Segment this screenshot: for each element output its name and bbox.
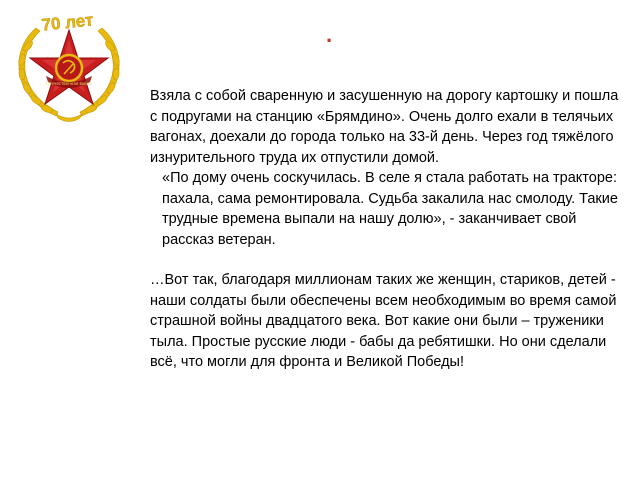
paragraph-3: …Вот так, благодаря миллионам таких же женщин, стариков, детей - наши солдаты были обеспечены всем необходимым во время самой страшной войны двадцатого века. Вот какие они были – труженики тыла. Простые русские люди - бабы да ребятишки. Но они сделали всё, что могли для фронта и Великой Победы! [150, 272, 617, 370]
paragraph-1: Взяла с собой сваренную и засушенную на дорогу картошку и пошла с подругами на станцию «Брямдино». Очень долго ехали в телячьих вагонах, доехали до города только на 33-й день. Через год тяжёлого изнурительного труда их отпустили домой. [150, 88, 619, 166]
heading-mark: . [326, 22, 333, 47]
emblem-caption: 70 лет [40, 10, 95, 35]
article-body [150, 86, 625, 373]
emblem-ribbon-text: Отечественная война [46, 81, 92, 86]
victory-70-emblem [6, 6, 132, 128]
paragraph-spacer [150, 250, 625, 270]
paragraph-2: «По дому очень соскучилась. В селе я стала работать на тракторе: пахала, сама ремонтировала. Судьба закалила нас смолоду. Такие трудные времена выпали на нашу долю», - заканчивает свой рассказ ветеран. [162, 170, 618, 248]
